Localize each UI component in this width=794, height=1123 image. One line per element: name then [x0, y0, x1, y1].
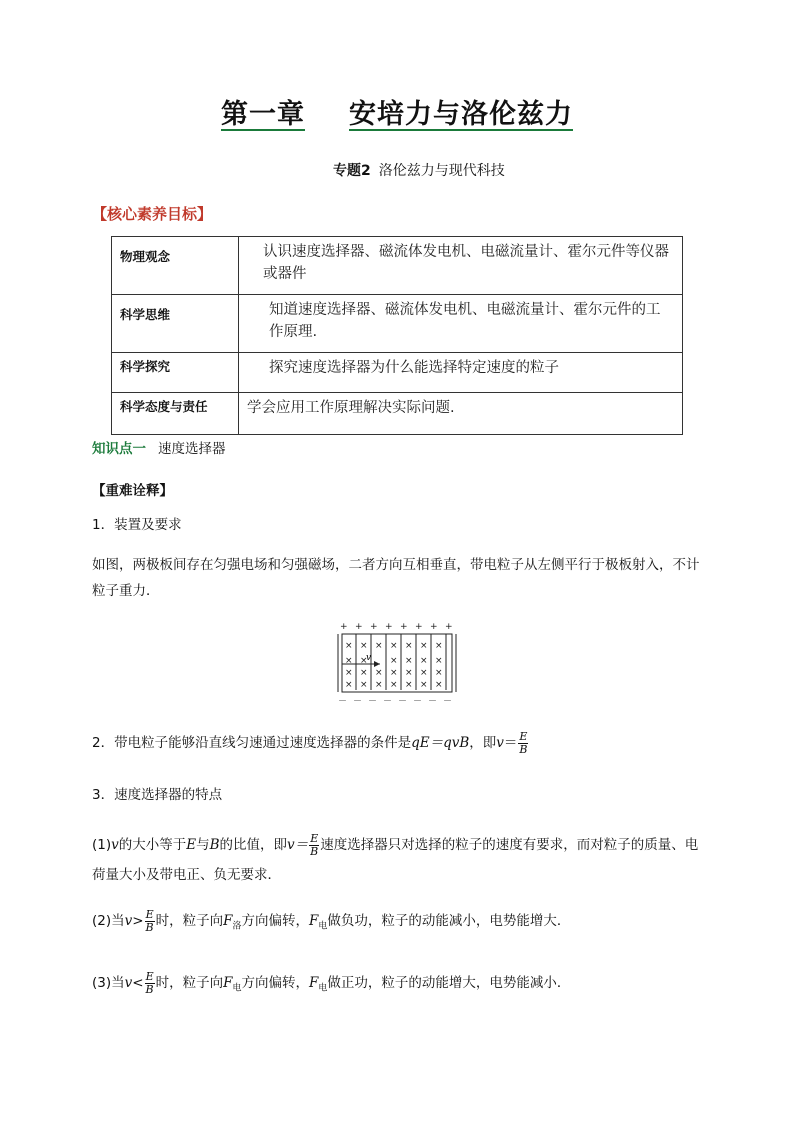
p1-v: v: [111, 837, 119, 853]
fraction-E-over-B: [145, 909, 155, 934]
p3-text: 做正功，粒子的动能增大，电势能减小．: [327, 975, 571, 991]
p2-v: v: [124, 913, 133, 929]
cross-mark: ×: [360, 680, 368, 690]
item2-formula: qE＝qvB: [411, 735, 470, 751]
chapter-name: 安培力与洛伦兹力: [349, 99, 573, 130]
knowledge-point-title: 速度选择器: [158, 441, 226, 457]
frac-denominator: B: [145, 920, 154, 934]
topic-name: 洛伦兹力与现代科技: [378, 163, 505, 179]
p2-index: (2)当: [92, 913, 125, 929]
cross-mark: ×: [420, 680, 428, 690]
plus-sign: +: [355, 622, 363, 632]
goal-value: 学会应用工作原理解决实际问题.: [239, 393, 683, 435]
frac-denominator: B: [145, 982, 154, 996]
minus-sign: －: [413, 697, 423, 706]
cross-mark: ×: [390, 668, 398, 678]
p1-text: 速度选择器只对选择的粒子的速度有要求，而对粒子的质量、电荷量大小及带电正、负无要求．: [92, 837, 699, 883]
item1-heading: 1．装置及要求: [92, 517, 182, 533]
item3-point1: [92, 830, 704, 890]
cross-mark: ×: [390, 641, 398, 651]
item2-text: [92, 730, 712, 756]
p2-sub: 电: [318, 921, 328, 932]
cross-mark: ×: [420, 656, 428, 666]
explain-heading: 【重难诠释】: [92, 483, 173, 499]
minus-sign: －: [353, 697, 363, 706]
p3-sub: 电: [318, 983, 328, 994]
frac-denominator: B: [310, 844, 319, 858]
p1-E: E: [186, 837, 197, 853]
item3-point3: [92, 970, 712, 1002]
cross-mark: ×: [345, 668, 353, 678]
chapter-number: 第一章: [221, 99, 305, 130]
frac-numerator: E: [145, 907, 154, 921]
frac-numerator: E: [519, 729, 528, 743]
minus-sign: －: [338, 697, 348, 706]
cross-mark: ×: [345, 656, 353, 666]
goal-value: 认识速度选择器、磁流体发电机、电磁流量计、霍尔元件等仪器或器件: [239, 237, 683, 295]
cross-mark: ×: [345, 680, 353, 690]
knowledge-point: [92, 437, 226, 457]
fraction-E-over-B: [309, 833, 319, 858]
item2-lead: 2．带电粒子能够沿直线匀速通过速度选择器的条件是: [92, 735, 412, 751]
fraction-E-over-B: [518, 731, 528, 756]
minus-sign: －: [368, 697, 378, 706]
goal-value: 知道速度选择器、磁流体发电机、电磁流量计、霍尔元件的工作原理.: [239, 295, 683, 353]
minus-sign: －: [383, 697, 393, 706]
cross-mark: ×: [360, 668, 368, 678]
cross-mark: ×: [405, 668, 413, 678]
topic-number: 专题2: [333, 163, 371, 179]
p1-text: 的比值，即: [219, 837, 288, 853]
p2-sub: 洛: [232, 921, 242, 932]
item2-eq: ＝: [503, 735, 518, 751]
goal-value: 探究速度选择器为什么能选择特定速度的粒子: [239, 353, 683, 393]
p1-eq: v＝: [287, 837, 309, 853]
cross-mark: ×: [390, 680, 398, 690]
p3-index: (3)当: [92, 975, 125, 991]
cross-mark: ×: [435, 641, 443, 651]
plus-sign: +: [385, 622, 393, 632]
cross-mark: ×: [345, 641, 353, 651]
goal-key: 科学探究: [112, 353, 239, 393]
p2-op: >: [132, 913, 144, 929]
table-row: [112, 393, 683, 435]
cross-mark: ×: [360, 641, 368, 651]
knowledge-point-label: 知识点一: [92, 441, 146, 457]
p3-op: <: [132, 975, 144, 991]
cross-mark: ×: [435, 680, 443, 690]
topic-subtitle: [333, 160, 505, 180]
goals-heading: 【核心素养目标】: [92, 205, 213, 223]
p2-text: 方向偏转，: [241, 913, 309, 929]
frac-numerator: E: [145, 969, 154, 983]
minus-sign: －: [443, 697, 453, 706]
table-row: [112, 295, 683, 353]
cross-mark: ×: [360, 656, 368, 666]
p3-F: F: [223, 975, 233, 991]
plus-sign: +: [400, 622, 408, 632]
cross-mark: ×: [390, 656, 398, 666]
item2-mid: ，即: [469, 735, 497, 751]
chapter-title: [0, 92, 794, 131]
p3-F: F: [309, 975, 319, 991]
cross-mark: ×: [405, 656, 413, 666]
plus-sign: +: [445, 622, 453, 632]
item3-heading: 3．速度选择器的特点: [92, 787, 223, 803]
minus-sign: －: [428, 697, 438, 706]
minus-sign: －: [398, 697, 408, 706]
goal-key: 科学思维: [112, 295, 239, 353]
p3-v: v: [124, 975, 133, 991]
cross-mark: ×: [420, 641, 428, 651]
p1-index: (1): [92, 837, 112, 853]
velocity-arrow-icon: [374, 661, 380, 667]
plus-sign: +: [370, 622, 378, 632]
cross-mark: ×: [375, 641, 383, 651]
cross-mark: ×: [420, 668, 428, 678]
frac-numerator: E: [310, 831, 319, 845]
cross-mark: ×: [375, 668, 383, 678]
item1-text: 如图，两极板间存在匀强电场和匀强磁场，二者方向互相垂直，带电粒子从左侧平行于极板射入，不计粒子重力．: [92, 557, 700, 599]
p3-sub: 电: [232, 983, 242, 994]
p2-F: F: [223, 913, 233, 929]
goal-key: 科学态度与责任: [112, 393, 239, 435]
cross-mark: ×: [375, 680, 383, 690]
goals-table: [111, 236, 683, 435]
item3-point2: [92, 908, 712, 940]
goal-key: 物理观念: [112, 237, 239, 295]
p1-text: 与: [196, 837, 210, 853]
table-row: [112, 237, 683, 295]
cross-mark: ×: [435, 656, 443, 666]
velocity-selector-figure: [336, 620, 460, 706]
cross-mark: ×: [405, 641, 413, 651]
p2-F: F: [309, 913, 319, 929]
cross-mark: ×: [435, 668, 443, 678]
p3-text: 方向偏转，: [241, 975, 309, 991]
cross-mark: ×: [405, 680, 413, 690]
plus-sign: +: [430, 622, 438, 632]
plus-sign: +: [415, 622, 423, 632]
velocity-label: v: [366, 653, 372, 663]
plus-sign: +: [340, 622, 348, 632]
frac-denominator: B: [519, 742, 528, 756]
p3-text: 时，粒子向: [155, 975, 224, 991]
p2-text: 做负功，粒子的动能减小，电势能增大．: [327, 913, 571, 929]
p2-text: 时，粒子向: [155, 913, 224, 929]
table-row: [112, 353, 683, 393]
fraction-E-over-B: [145, 971, 155, 996]
p1-text: 的大小等于: [118, 837, 187, 853]
item2-v: v: [496, 735, 504, 751]
p1-B: B: [209, 837, 220, 853]
